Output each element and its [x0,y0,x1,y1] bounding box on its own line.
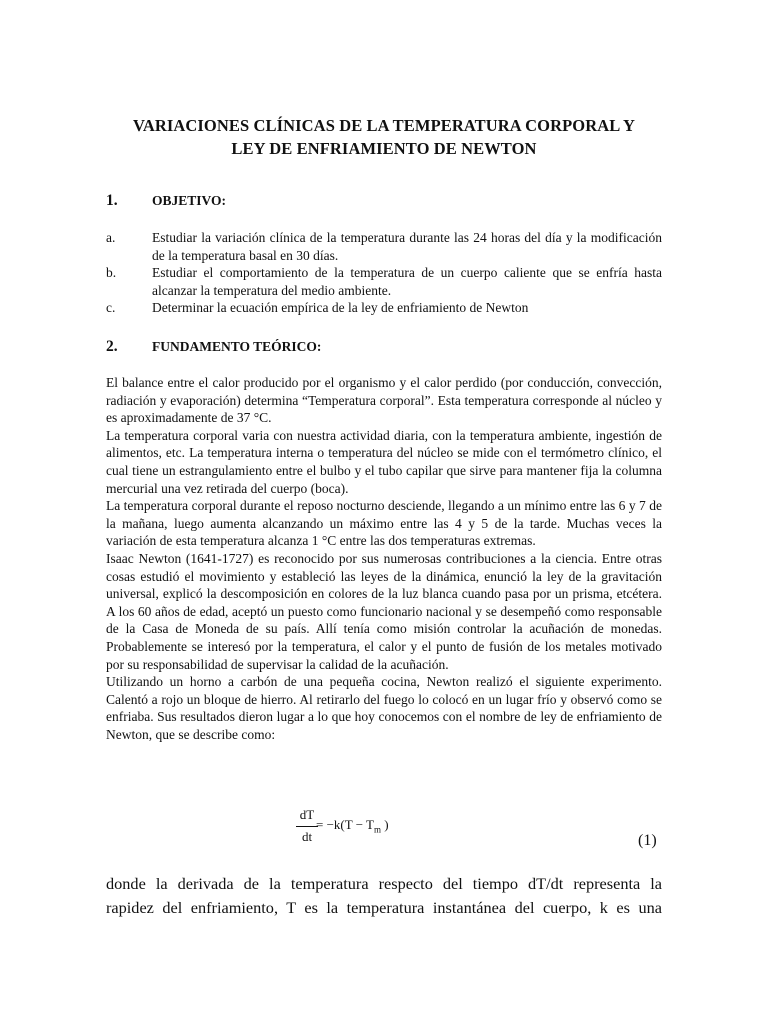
list-item-letter: b. [106,265,117,280]
continuation-text [106,872,662,920]
derivative-fraction [296,806,318,846]
paragraph: Isaac Newton (1641-1727) es reconocido por sus numerosas contribuciones a la ciencia. Entre otras cosas estudió el movimiento y estableció las leyes de la dinámica, enunció la ley de la gravitación universal, explicó la descomposición en colores de la luz blanca cuando pasa por un prisma, etcétera. A los 60 años de edad, aceptó un puesto como funcionario nacional y se desempeñó como responsable de la Casa de Moneda de su país. Allí tenía como misión controlar la acuñación de monedas. Probablemente se interesó por la temperatura, el calor y el punto de fusión de los metales motivado por su responsabilidad de supervisar la calidad de la acuñación. [106,550,662,672]
list-item [106,229,662,264]
continuation-line-2: rapidez del enfriamiento, T es la temperatura instantánea del cuerpo, k es una [106,898,662,917]
document-title [100,114,668,160]
section-2-title: FUNDAMENTO TEÓRICO: [152,339,322,354]
list-item [106,264,662,299]
title-line-1: VARIACIONES CLÍNICAS DE LA TEMPERATURA CORPORAL Y [132,116,636,135]
equation-rhs-main: = −k(T − T [316,817,374,832]
list-item [106,299,662,317]
paragraph: La temperatura corporal durante el reposo nocturno desciende, llegando a un mínimo entre las 6 y 7 de la mañana, luego aumenta alcanzando un máximo entre las 4 y 5 de la tarde. Muchas veces la variación de esta temperatura alcanza 1 °C entre las dos temperaturas extremas. [106,498,662,549]
section-2-number: 2. [106,338,118,355]
list-item-text: Estudiar el comportamiento de la temperatura de un cuerpo caliente que se enfría hasta alcanzar la temperatura del medio ambiente. [152,265,662,298]
fraction-bar [296,826,318,827]
title-line-2: LEY DE ENFRIAMIENTO DE NEWTON [231,139,537,158]
paragraph: La temperatura corporal varia con nuestra actividad diaria, con la temperatura ambiente, ingestión de alimentos, etc. La temperatura interna o temperatura del núcleo se mide con el termómetro clínico, el cual tiene un estrangulamiento entre el bulbo y el tubo capilar que sirve para mantener fija la columna mercurial una vez retirada del cuerpo (boca). [106,427,662,496]
list-item-letter: c. [106,300,116,315]
section-1-heading [106,192,226,210]
paragraph: El balance entre el calor producido por el organismo y el calor perdido (por conducción, convección, radiación y evaporación) determina “Temperatura corporal”. Esta temperatura corresponde al núcleo y es aproximadamente de 37 °C. [106,375,662,426]
section-2-body [106,374,662,743]
equation-number: (1) [638,832,657,849]
section-1-number: 1. [106,192,118,209]
list-item-text: Determinar la ecuación empírica de la ley de enfriamiento de Newton [152,300,529,315]
section-1-title: OBJETIVO: [152,193,226,208]
objectives-list [106,229,662,317]
newton-cooling-equation [292,806,432,854]
section-2-heading [106,338,321,356]
list-item-letter: a. [106,230,116,245]
fraction-numerator: dT [299,807,315,822]
list-item-text: Estudiar la variación clínica de la temperatura durante las 24 horas del día y la modificación de la temperatura basal en 30 días. [152,230,662,263]
equation-rhs-close: ) [381,817,389,832]
fraction-denominator: dt [301,829,313,844]
continuation-line-1: donde la derivada de la temperatura respecto del tiempo dT/dt representa la [106,874,662,893]
paragraph: Utilizando un horno a carbón de una pequeña cocina, Newton realizó el siguiente experimento. Calentó a rojo un bloque de hierro. Al retirarlo del fuego lo colocó en un lugar frío y observó como se enfriaba. Sus resultados dieron lugar a lo que hoy conocemos con el nombre de ley de enfriamiento de Newton, que se describe como: [106,674,662,742]
equation-rhs-subscript: m [374,824,382,835]
equation-right-side [316,817,389,835]
